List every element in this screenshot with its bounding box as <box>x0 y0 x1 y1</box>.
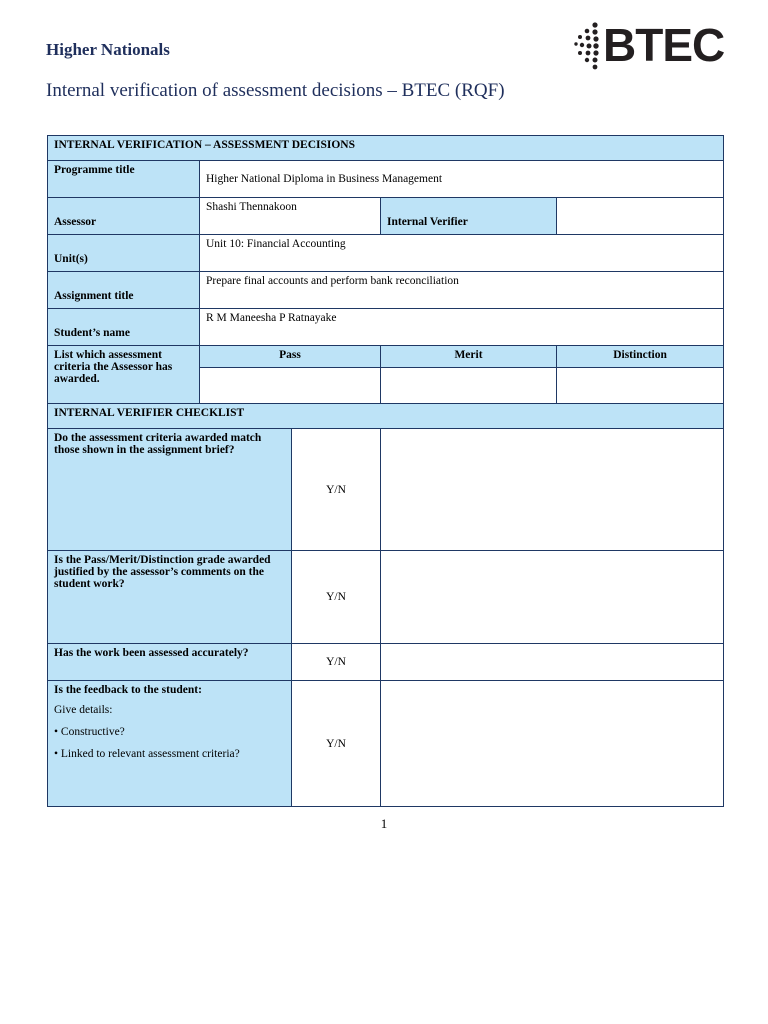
yn-assessed-accurately[interactable]: Y/N <box>292 644 381 681</box>
comment-criteria-match[interactable] <box>381 429 724 551</box>
btec-logo <box>573 19 725 74</box>
internal-verifier-label: Internal Verifier <box>381 198 557 235</box>
logo-text: BTEC <box>603 19 725 71</box>
programme-title-label: Programme title <box>48 161 200 198</box>
question-feedback <box>48 681 292 807</box>
units-value[interactable]: Unit 10: Financial Accounting <box>200 235 724 272</box>
assignment-title-value[interactable]: Prepare final accounts and perform bank reconciliation <box>200 272 724 309</box>
yn-grade-justified[interactable]: Y/N <box>292 551 381 644</box>
yn-criteria-match[interactable]: Y/N <box>292 429 381 551</box>
grade-header-distinction: Distinction <box>557 346 724 368</box>
distinction-criteria-cell[interactable] <box>557 368 724 404</box>
assessor-value[interactable]: Shashi Thennakoon <box>200 198 381 235</box>
feedback-bullet-constructive: • Constructive? <box>54 726 125 738</box>
verification-form <box>47 135 724 807</box>
criteria-label: List which assessment criteria the Assessor has awarded. <box>48 346 200 404</box>
student-name-label: Student’s name <box>48 309 200 346</box>
question-grade-justified: Is the Pass/Merit/Distinction grade awarded justified by the assessor’s comments on the student work? <box>48 551 292 644</box>
programme-title-value[interactable]: Higher National Diploma in Business Management <box>200 161 724 198</box>
yn-feedback[interactable]: Y/N <box>292 681 381 807</box>
feedback-bullet-linked: • Linked to relevant assessment criteria? <box>54 748 240 760</box>
assignment-title-label: Assignment title <box>48 272 200 309</box>
student-name-value[interactable]: R M Maneesha P Ratnayake <box>200 309 724 346</box>
page-number: 1 <box>380 816 388 831</box>
units-label: Unit(s) <box>48 235 200 272</box>
question-criteria-match: Do the assessment criteria awarded match those shown in the assignment brief? <box>48 429 292 551</box>
feedback-give-details: Give details: <box>54 704 113 716</box>
checklist-header: INTERNAL VERIFIER CHECKLIST <box>48 404 724 429</box>
pass-criteria-cell[interactable] <box>200 368 381 404</box>
question-assessed-accurately: Has the work been assessed accurately? <box>48 644 292 681</box>
dots-icon <box>573 22 605 74</box>
comment-grade-justified[interactable] <box>381 551 724 644</box>
grade-header-pass: Pass <box>200 346 381 368</box>
internal-verifier-value[interactable] <box>557 198 724 235</box>
comment-assessed-accurately[interactable] <box>381 644 724 681</box>
page-title: Higher Nationals <box>46 40 170 59</box>
assessor-label: Assessor <box>48 198 200 235</box>
feedback-question-text: Is the feedback to the student: <box>54 684 202 696</box>
page-subtitle: Internal verification of assessment decisions – BTEC (RQF) <box>46 80 505 101</box>
section-header: INTERNAL VERIFICATION – ASSESSMENT DECISIONS <box>48 136 724 161</box>
comment-feedback[interactable] <box>381 681 724 807</box>
merit-criteria-cell[interactable] <box>381 368 557 404</box>
grade-header-merit: Merit <box>381 346 557 368</box>
